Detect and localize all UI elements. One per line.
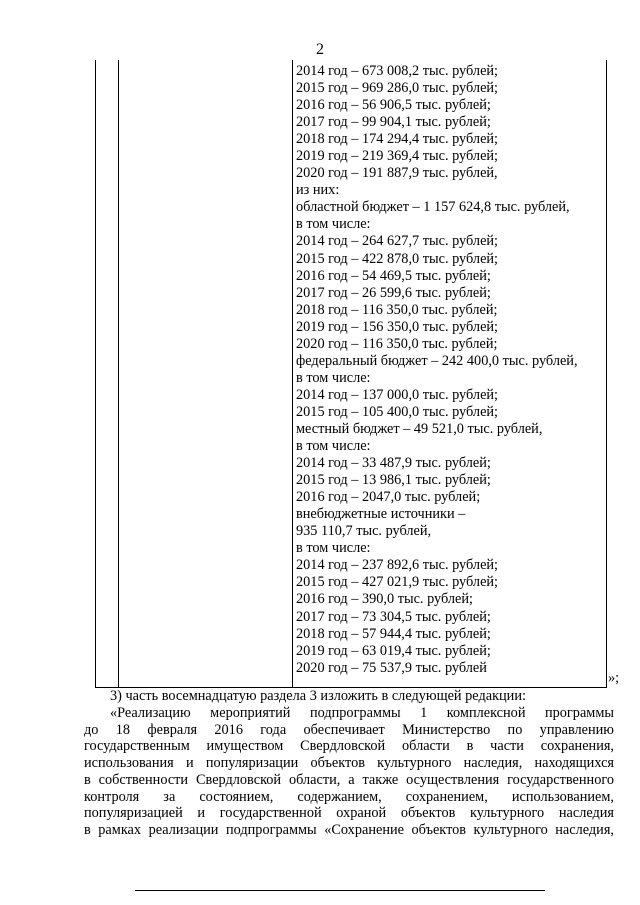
table-line: 2016 год – 54 469,5 тыс. рублей; (296, 267, 491, 284)
table-line: в том числе: (296, 438, 371, 455)
table-line: 2017 год – 73 304,5 тыс. рублей; (296, 608, 491, 625)
paragraph-line: в собственности Свердловской области, а также осуществления государственного (84, 771, 614, 788)
table-line: 2016 год – 2047,0 тыс. рублей; (296, 489, 481, 506)
table-line: 2016 год – 56 906,5 тыс. рублей; (296, 97, 491, 114)
table-line: областной бюджет – 1 157 624,8 тыс. рублей, (296, 199, 570, 216)
table-line: 2019 год – 219 369,4 тыс. рублей; (296, 148, 499, 165)
table-line: 2014 год – 237 892,6 тыс. рублей; (296, 557, 499, 574)
table-line: 2016 год – 390,0 тыс. рублей; (296, 591, 474, 608)
table-line: в том числе: (296, 216, 371, 233)
table-line: 2019 год – 156 350,0 тыс. рублей; (296, 318, 499, 335)
quoted-paragraph (84, 705, 614, 839)
paragraph-line: в рамках реализации подпрограммы «Сохранение объектов культурного наследия, (84, 821, 614, 838)
table-line: в том числе: (296, 540, 371, 557)
table-line: 2017 год – 26 599,6 тыс. рублей; (296, 284, 491, 301)
table-line: 2014 год – 673 008,2 тыс. рублей; (296, 63, 499, 79)
table-line: в том числе: (296, 369, 371, 386)
table-line: местный бюджет – 49 521,0 тыс. рублей, (296, 420, 543, 437)
table-line: федеральный бюджет – 242 400,0 тыс. рублей, (296, 352, 578, 369)
table-line: 2015 год – 13 986,1 тыс. рублей; (296, 472, 491, 489)
table-line: 2015 год – 969 286,0 тыс. рублей; (296, 80, 499, 97)
page-bottom-rule (135, 890, 545, 891)
table-line: 2020 год – 191 887,9 тыс. рублей, (296, 165, 498, 182)
table-column-divider (292, 60, 293, 687)
financing-values-cell (296, 63, 602, 677)
table-line: 2018 год – 116 350,0 тыс. рублей; (296, 301, 498, 318)
paragraph-line: использования и популяризации объектов культурного наследия, находящихся (84, 755, 614, 772)
table-line: 2018 год – 174 294,4 тыс. рублей; (296, 131, 499, 148)
table-line: 2015 год – 105 400,0 тыс. рублей; (296, 403, 499, 420)
table-line: внебюджетные источники – (296, 506, 466, 523)
table-line: 2018 год – 57 944,4 тыс. рублей; (296, 625, 491, 642)
paragraph-line: «Реализацию мероприятий подпрограммы 1 комплексной программы (110, 705, 614, 721)
table-line: 2017 год – 99 904,1 тыс. рублей; (296, 114, 491, 131)
paragraph-line: государственным имуществом Свердловской области в части сохранения, (84, 738, 614, 755)
table-line: 2015 год – 422 878,0 тыс. рублей; (296, 250, 499, 267)
closing-quote-mark: »; (608, 670, 620, 686)
page-number: 2 (316, 41, 324, 58)
amendment-item: 3) часть восемнадцатую раздела 3 изложить в следующей редакции: (110, 688, 526, 704)
table-line: 2014 год – 264 627,7 тыс. рублей; (296, 233, 499, 250)
table-line: 935 110,7 тыс. рублей, (296, 523, 432, 540)
table-line: 2019 год – 63 019,4 тыс. рублей; (296, 642, 491, 659)
table-line: из них: (296, 182, 340, 199)
table-line: 2020 год – 116 350,0 тыс. рублей; (296, 335, 498, 352)
financing-table (95, 60, 607, 688)
table-line: 2014 год – 33 487,9 тыс. рублей; (296, 455, 491, 472)
table-column-divider (118, 60, 119, 687)
paragraph-line: популяризацией и государственной охраной объектов культурного наследия (84, 805, 614, 822)
table-line: 2015 год – 427 021,9 тыс. рублей; (296, 574, 499, 591)
paragraph-line: контроля за состоянием, содержанием, сохранением, использованием, (84, 788, 614, 805)
paragraph-line: до 18 февраля 2016 года обеспечивает Министерство по управлению (84, 721, 614, 738)
table-line: 2020 год – 75 537,9 тыс. рублей (296, 659, 487, 676)
table-line: 2014 год – 137 000,0 тыс. рублей; (296, 386, 499, 403)
